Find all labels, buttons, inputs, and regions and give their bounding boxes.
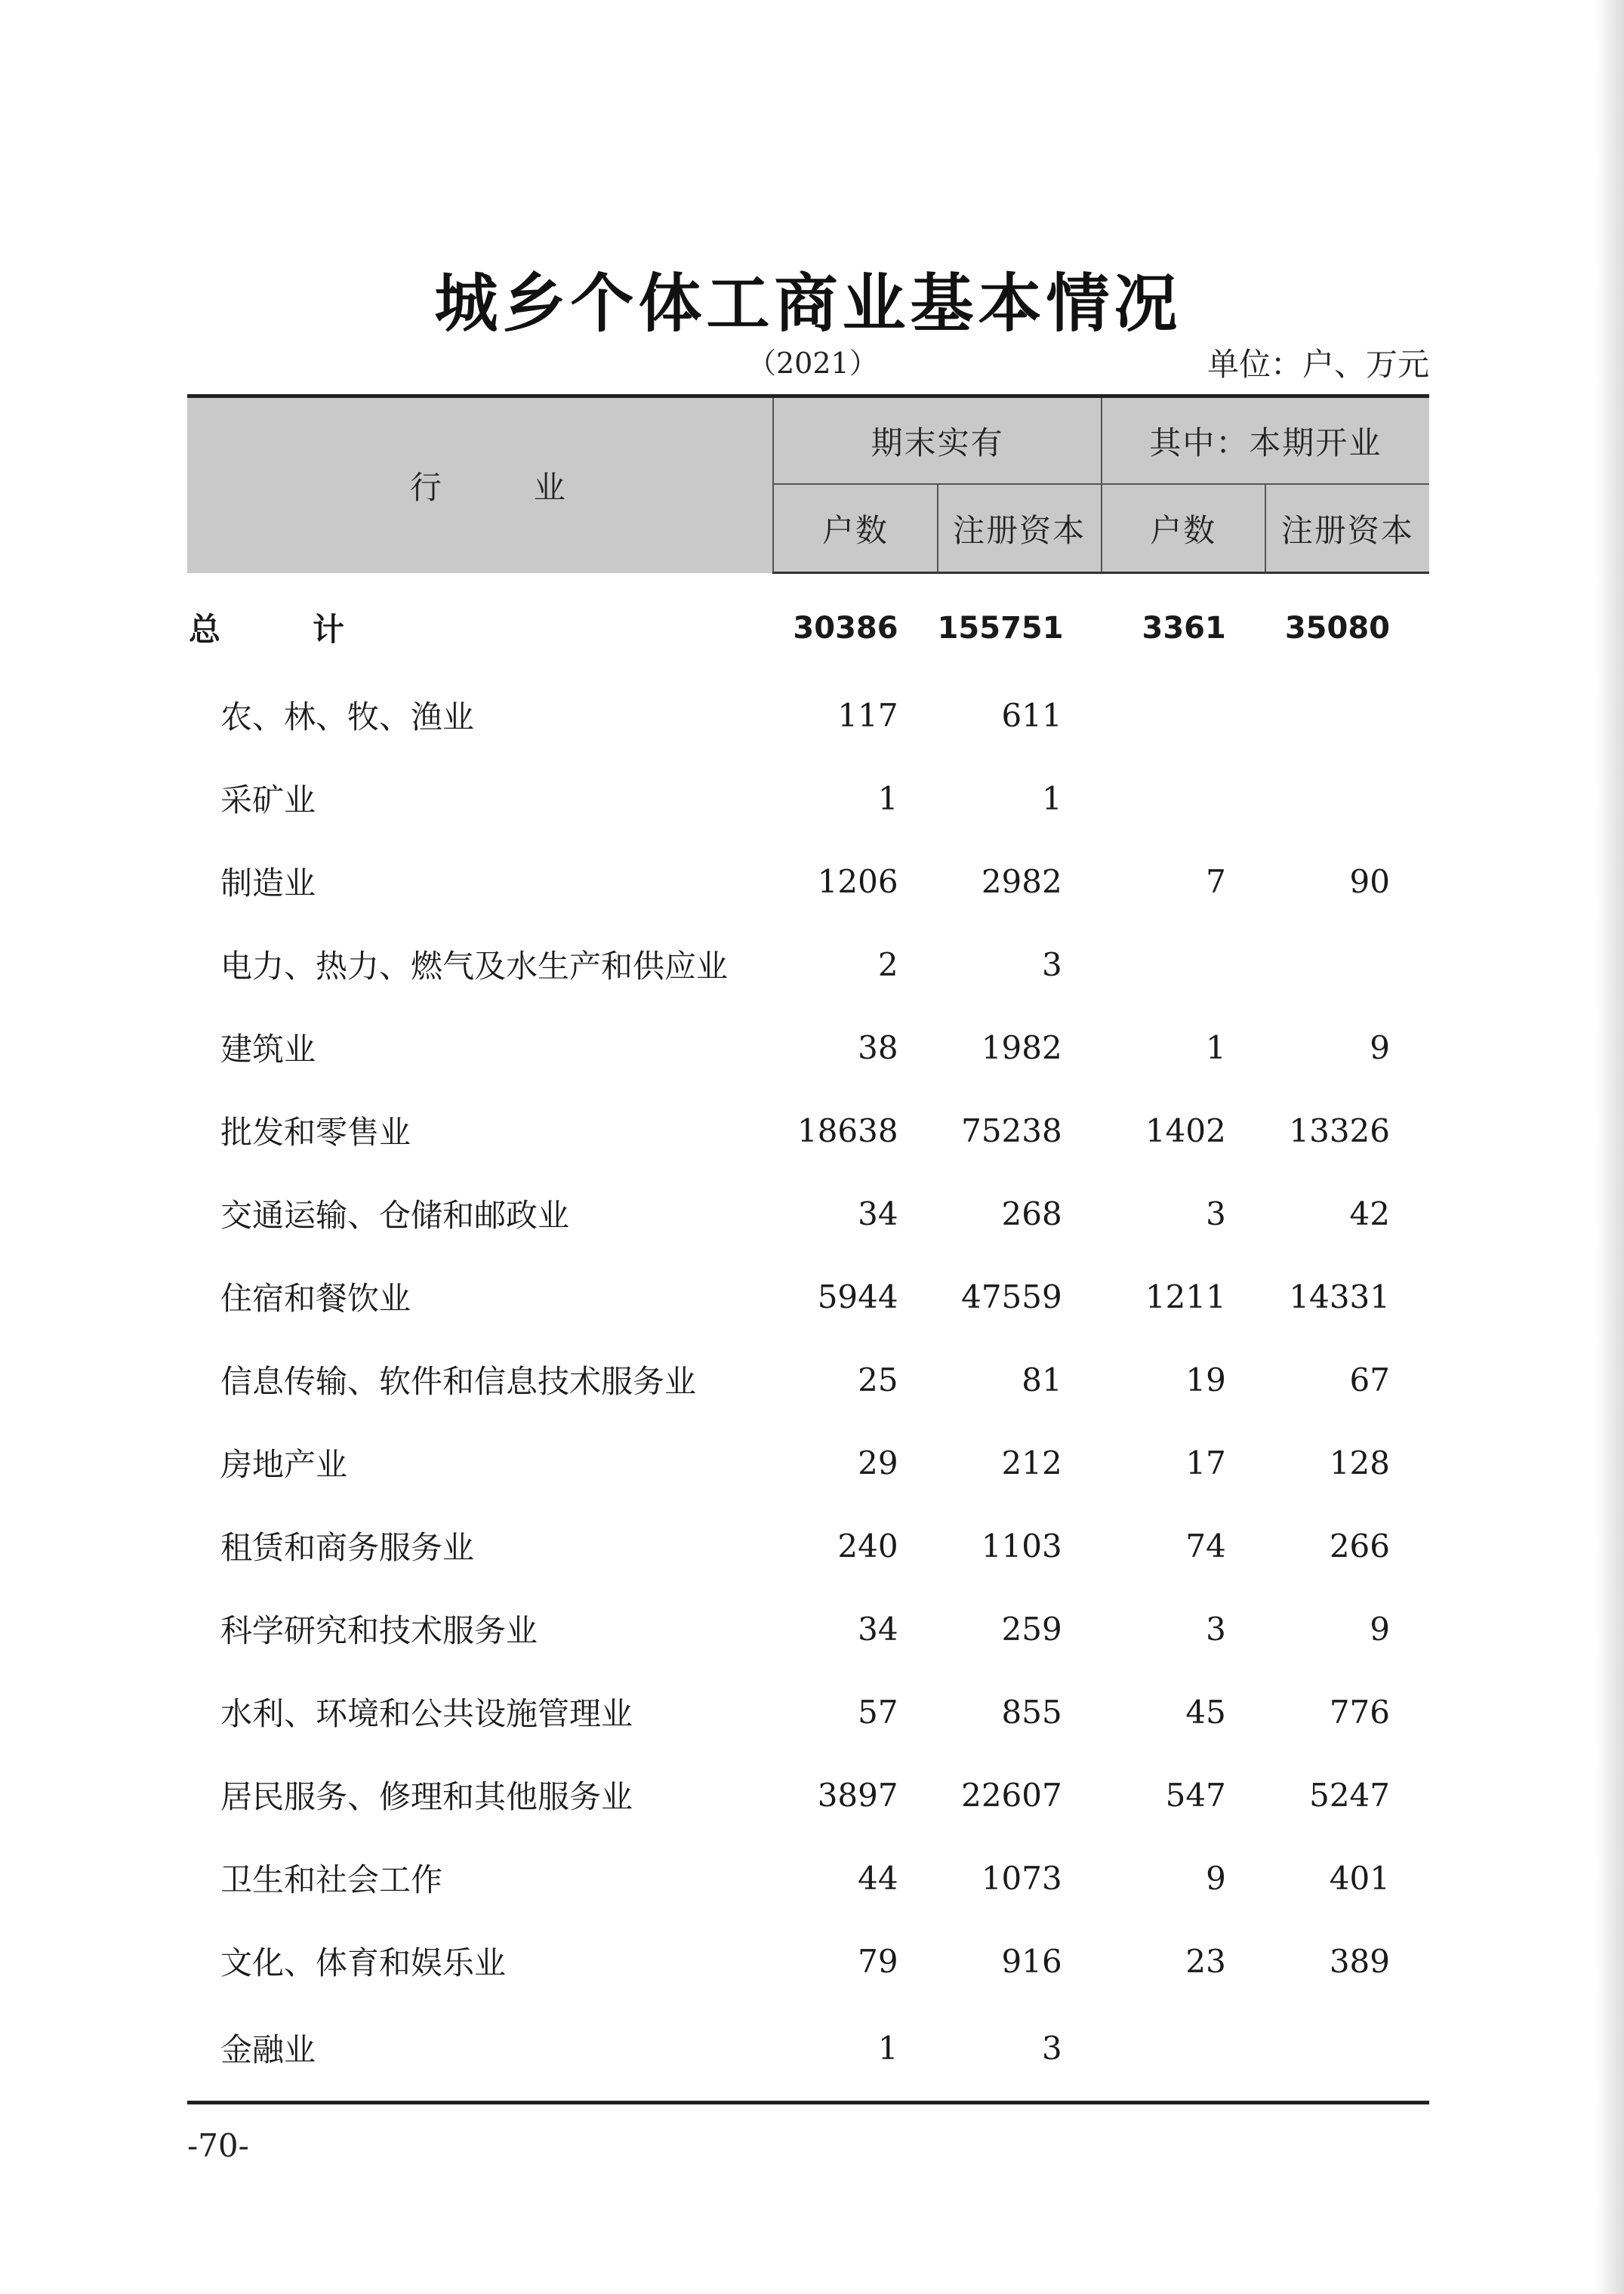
new-capital-cell bbox=[1265, 923, 1429, 1006]
industry-name: 租赁和商务服务业 bbox=[220, 1529, 475, 1566]
households-cell: 18638 bbox=[797, 1112, 898, 1149]
capital-cell: 3 bbox=[1041, 945, 1062, 983]
new-capital-cell: 128 bbox=[1329, 1444, 1390, 1482]
households-cell: 1206 bbox=[817, 862, 898, 900]
capital-cell: 1982 bbox=[981, 1028, 1062, 1066]
new-capital-header: 注册资本 bbox=[1265, 484, 1429, 573]
capital-cell: 81 bbox=[1022, 1361, 1062, 1398]
new-households-cell bbox=[1102, 757, 1265, 840]
households-cell: 1 bbox=[877, 779, 898, 817]
table-row bbox=[187, 1504, 1429, 1587]
new-households-cell bbox=[1102, 674, 1265, 757]
industry-column-header: 行 业 bbox=[187, 396, 773, 573]
new-capital-cell: 67 bbox=[1349, 1361, 1390, 1398]
capital-cell: 22607 bbox=[961, 1776, 1062, 1814]
new-households-cell bbox=[1102, 2003, 1265, 2103]
period-end-group-header: 期末实有 bbox=[773, 396, 1101, 485]
capital-cell: 75238 bbox=[961, 1112, 1062, 1149]
new-capital-cell: 266 bbox=[1329, 1527, 1390, 1565]
table-row bbox=[187, 923, 1429, 1006]
table-header bbox=[187, 396, 1429, 573]
new-households-header: 户数 bbox=[1102, 484, 1265, 573]
table-row bbox=[187, 1172, 1429, 1255]
industry-name: 文化、体育和娱乐业 bbox=[220, 1944, 507, 1981]
new-households-cell: 1211 bbox=[1145, 1278, 1226, 1315]
new-capital-cell: 35080 bbox=[1284, 611, 1390, 646]
households-cell: 30386 bbox=[793, 611, 898, 646]
new-households-cell: 547 bbox=[1165, 1776, 1226, 1814]
industry-name: 采矿业 bbox=[220, 782, 316, 819]
households-cell: 240 bbox=[837, 1527, 898, 1565]
new-households-cell: 17 bbox=[1185, 1444, 1226, 1482]
total-row bbox=[187, 573, 1429, 674]
new-capital-cell: 389 bbox=[1329, 1942, 1390, 1980]
industry-name: 建筑业 bbox=[220, 1031, 316, 1068]
page-title: 城乡个体工商业基本情况 bbox=[434, 267, 1182, 341]
unit-label: 单位：户、万元 bbox=[1206, 346, 1429, 383]
industry-name: 居民服务、修理和其他服务业 bbox=[220, 1778, 633, 1815]
row-label: 总 计 bbox=[189, 611, 375, 649]
new-households-cell: 3361 bbox=[1142, 611, 1226, 646]
households-cell: 1 bbox=[773, 2003, 937, 2103]
new-capital-cell: 42 bbox=[1349, 1195, 1390, 1232]
year-label: （2021） bbox=[747, 347, 878, 380]
table-row bbox=[187, 757, 1429, 840]
page-edge-shade bbox=[1595, 0, 1624, 2294]
households-cell: 25 bbox=[858, 1361, 898, 1398]
households-cell: 29 bbox=[858, 1444, 898, 1482]
capital-cell: 1073 bbox=[981, 1859, 1062, 1897]
capital-cell: 1103 bbox=[981, 1527, 1062, 1565]
capital-cell: 212 bbox=[1001, 1444, 1062, 1482]
new-households-cell: 1402 bbox=[1145, 1112, 1226, 1149]
households-cell: 79 bbox=[858, 1942, 898, 1980]
households-cell: 3897 bbox=[817, 1776, 898, 1814]
households-cell: 34 bbox=[858, 1610, 898, 1648]
industry-name: 金融业 bbox=[187, 2003, 773, 2103]
industry-name: 交通运输、仓储和邮政业 bbox=[220, 1197, 570, 1234]
capital-cell: 2982 bbox=[981, 862, 1062, 900]
new-households-cell bbox=[1102, 923, 1265, 1006]
capital-cell: 268 bbox=[1001, 1195, 1062, 1232]
industry-name: 水利、环境和公共设施管理业 bbox=[220, 1695, 633, 1732]
capital-cell: 611 bbox=[1001, 696, 1062, 734]
capital-header: 注册资本 bbox=[938, 484, 1102, 573]
households-header: 户数 bbox=[773, 484, 937, 573]
industry-name: 制造业 bbox=[220, 865, 316, 902]
new-households-cell: 19 bbox=[1185, 1361, 1226, 1398]
table-row bbox=[187, 1753, 1429, 1836]
table-row bbox=[187, 674, 1429, 757]
table-row bbox=[187, 1919, 1429, 2003]
new-capital-cell: 776 bbox=[1329, 1693, 1390, 1731]
new-capital-cell: 14331 bbox=[1289, 1278, 1390, 1315]
new-households-cell: 1 bbox=[1206, 1028, 1226, 1066]
new-capital-cell bbox=[1265, 757, 1429, 840]
industry-name: 信息传输、软件和信息技术服务业 bbox=[220, 1363, 697, 1400]
new-households-cell: 74 bbox=[1185, 1527, 1226, 1565]
new-households-cell: 9 bbox=[1206, 1859, 1226, 1897]
new-households-cell: 3 bbox=[1206, 1195, 1226, 1232]
new-capital-cell: 401 bbox=[1329, 1859, 1390, 1897]
table-body bbox=[187, 573, 1429, 2103]
industry-name: 电力、热力、燃气及水生产和供应业 bbox=[220, 948, 729, 985]
new-capital-cell bbox=[1265, 2003, 1429, 2103]
households-cell: 117 bbox=[837, 696, 898, 734]
households-cell: 2 bbox=[877, 945, 898, 983]
industry-name: 科学研究和技术服务业 bbox=[220, 1612, 538, 1649]
households-cell: 57 bbox=[858, 1693, 898, 1731]
new-capital-cell: 5247 bbox=[1309, 1776, 1390, 1814]
new-capital-cell: 13326 bbox=[1289, 1112, 1390, 1149]
new-households-cell: 7 bbox=[1206, 862, 1226, 900]
new-households-cell: 23 bbox=[1185, 1942, 1226, 1980]
table-row bbox=[187, 1089, 1429, 1172]
new-capital-cell: 9 bbox=[1370, 1028, 1390, 1066]
industry-name: 卫生和社会工作 bbox=[220, 1861, 443, 1898]
table-row bbox=[187, 1587, 1429, 1670]
capital-cell: 3 bbox=[938, 2003, 1102, 2103]
new-households-cell: 3 bbox=[1206, 1610, 1226, 1648]
capital-cell: 916 bbox=[1001, 1942, 1062, 1980]
table-row bbox=[187, 1338, 1429, 1421]
table-row bbox=[187, 840, 1429, 923]
industry-name: 住宿和餐饮业 bbox=[220, 1280, 411, 1317]
new-opened-group-header: 其中：本期开业 bbox=[1102, 396, 1429, 485]
industry-name: 房地产业 bbox=[220, 1446, 348, 1483]
capital-cell: 259 bbox=[1001, 1610, 1062, 1648]
page-number: -70- bbox=[187, 2127, 249, 2164]
statistics-table bbox=[187, 394, 1429, 2104]
new-capital-cell: 9 bbox=[1370, 1610, 1390, 1648]
new-households-cell: 45 bbox=[1185, 1693, 1226, 1731]
table-row bbox=[187, 1421, 1429, 1504]
new-capital-cell bbox=[1265, 674, 1429, 757]
households-cell: 44 bbox=[858, 1859, 898, 1897]
new-capital-cell: 90 bbox=[1349, 862, 1390, 900]
table-row bbox=[187, 1006, 1429, 1089]
table-row bbox=[187, 1836, 1429, 1919]
households-cell: 5944 bbox=[817, 1278, 898, 1315]
capital-cell: 855 bbox=[1001, 1693, 1062, 1731]
households-cell: 34 bbox=[858, 1195, 898, 1232]
table-row bbox=[187, 1255, 1429, 1338]
table-row bbox=[187, 1670, 1429, 1753]
industry-name: 批发和零售业 bbox=[220, 1114, 411, 1151]
industry-name: 农、林、牧、渔业 bbox=[220, 698, 475, 735]
households-cell: 38 bbox=[858, 1028, 898, 1066]
capital-cell: 155751 bbox=[937, 611, 1064, 646]
table-row bbox=[187, 2003, 1429, 2103]
capital-cell: 1 bbox=[1041, 779, 1062, 817]
capital-cell: 47559 bbox=[961, 1278, 1062, 1315]
